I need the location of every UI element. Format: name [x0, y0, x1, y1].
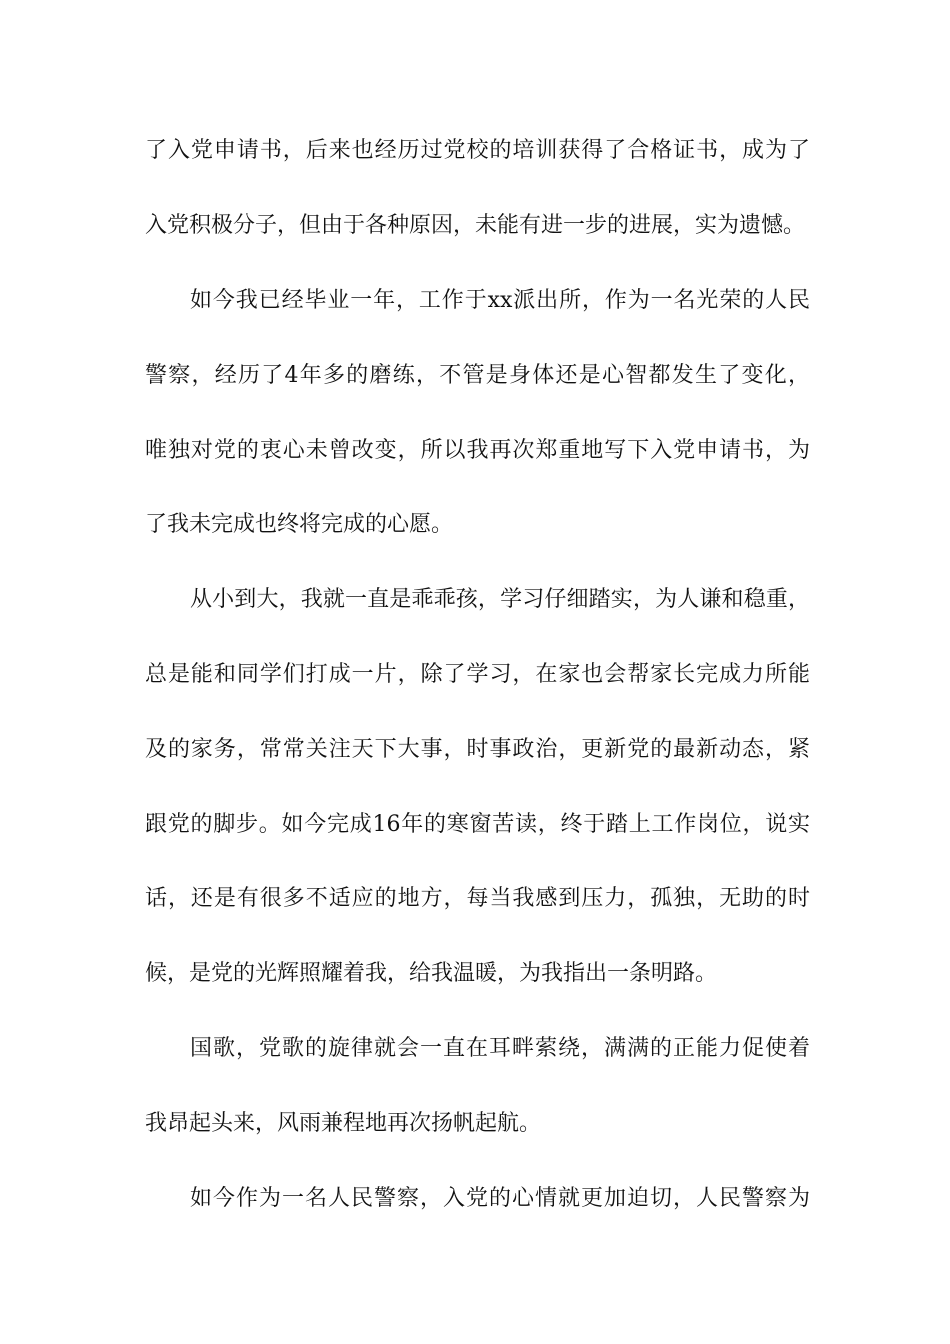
paragraph-first-line: 如今作为一名人民警察，入党的心情就更加迫切，人民警察为 — [190, 1186, 810, 1211]
text-line: 了我未完成也终将完成的心愿。 — [145, 512, 454, 537]
text-line: 及的家务，常常关注天下大事，时事政治，更新党的最新动态，紧 — [145, 737, 810, 762]
text-line: 话，还是有很多不适应的地方，每当我感到压力，孤独，无助的时 — [145, 886, 810, 911]
paragraph-first-line: 国歌，党歌的旋律就会一直在耳畔萦绕，满满的正能力促使着 — [190, 1036, 810, 1061]
text-line: 候，是党的光辉照耀着我，给我温暖，为我指出一条明路。 — [145, 961, 718, 986]
text-line: 我昂起头来，风雨兼程地再次扬帆起航。 — [145, 1111, 542, 1136]
text-line: 总是能和同学们打成一片，除了学习，在家也会帮家长完成力所能 — [145, 662, 810, 687]
text-line: 跟党的脚步。如今完成16年的寒窗苦读，终于踏上工作岗位，说实 — [145, 812, 810, 837]
text-line: 唯独对党的衷心未曾改变，所以我再次郑重地写下入党申请书，为 — [145, 438, 810, 463]
paragraph-first-line: 如今我已经毕业一年，工作于xx派出所，作为一名光荣的人民 — [190, 288, 810, 313]
text-line: 入党积极分子，但由于各种原因，未能有进一步的进展，实为遗憾。 — [145, 213, 806, 238]
text-line: 警察，经历了4年多的磨练，不管是身体还是心智都发生了变化， — [145, 363, 810, 388]
text-line: 了入党申请书，后来也经历过党校的培训获得了合格证书，成为了 — [145, 138, 810, 163]
paragraph-first-line: 从小到大，我就一直是乖乖孩，学习仔细踏实，为人谦和稳重， — [190, 587, 810, 612]
